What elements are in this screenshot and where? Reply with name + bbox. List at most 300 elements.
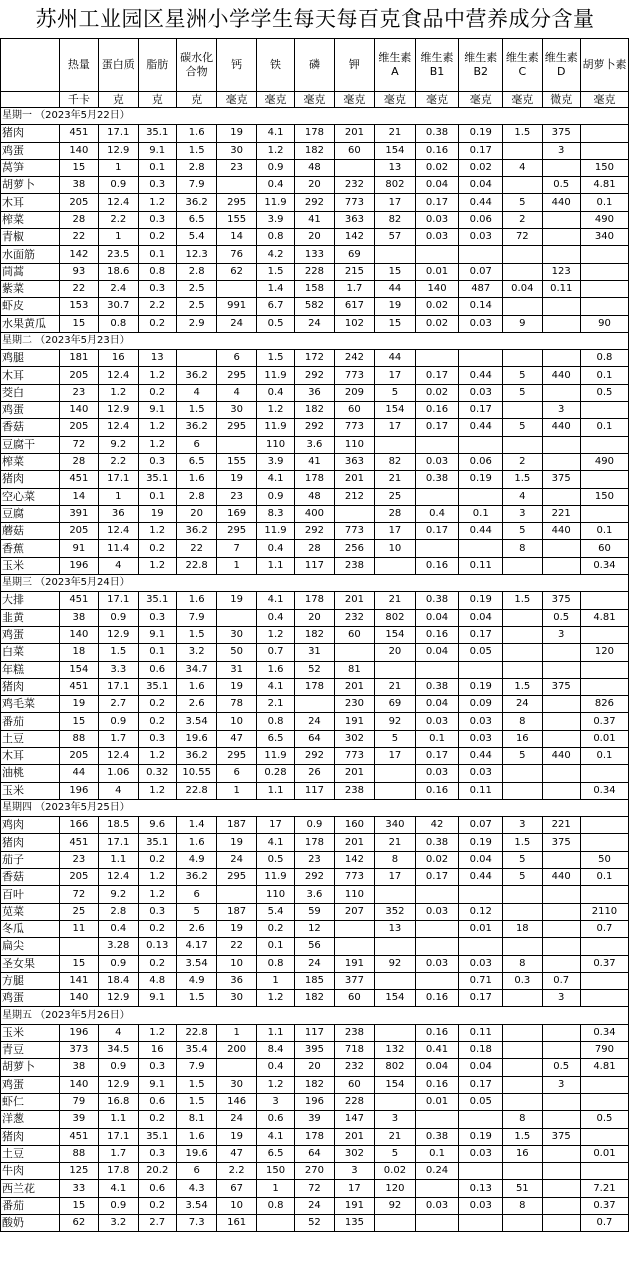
nutrient-value: 23 [59,384,98,401]
nutrient-value: 1.2 [138,367,176,384]
nutrient-value: 451 [59,1128,98,1145]
table-row [1,350,629,367]
nutrient-value [459,350,503,367]
nutrient-value: 4 [503,488,542,505]
nutrient-value: 42 [415,817,459,834]
nutrient-value: 36.2 [176,869,217,886]
nutrient-value [580,298,628,315]
nutrient-value: 23 [295,851,334,868]
nutrient-value: 0.02 [415,159,459,176]
nutrient-value: 0.1 [459,505,503,522]
nutrient-value [580,817,628,834]
nutrient-value: 8.4 [256,1042,294,1059]
nutrient-value: 1.6 [256,661,294,678]
nutrient-value: 1 [99,229,138,246]
nutrient-value: 0.44 [459,747,503,764]
nutrient-value: 0.2 [138,229,176,246]
nutrient-value: 17.1 [99,471,138,488]
nutrient-value: 0.13 [138,938,176,955]
nutrient-value: 146 [217,1093,256,1110]
table-row [1,315,629,332]
nutrient-value: 3.9 [256,453,294,470]
nutrient-value: 0.11 [542,280,580,297]
nutrient-value: 0.06 [459,453,503,470]
nutrient-value: 1.2 [138,436,176,453]
nutrient-value: 13 [138,350,176,367]
column-header: 钾 [334,39,375,92]
nutrient-value: 0.2 [256,920,294,937]
nutrient-value: 117 [295,557,334,574]
nutrient-value: 5.4 [256,903,294,920]
nutrient-value: 1.2 [256,990,294,1007]
nutrient-value: 21 [375,592,416,609]
food-name: 土豆 [1,1145,60,1162]
units-row [1,92,629,108]
column-header: 维生素A [375,39,416,92]
nutrient-value [415,972,459,989]
nutrient-value: 375 [542,125,580,142]
nutrient-value: 15 [59,955,98,972]
nutrient-value: 150 [256,1163,294,1180]
nutrient-value [334,644,375,661]
nutrient-value: 22 [176,540,217,557]
nutrient-value: 0.28 [256,765,294,782]
nutrient-value: 140 [59,1076,98,1093]
nutrient-value: 1.2 [138,869,176,886]
unit-cell: 毫克 [375,92,416,108]
food-name: 鸡毛菜 [1,696,60,713]
nutrient-value: 18 [503,920,542,937]
nutrient-value: 0.03 [459,765,503,782]
nutrient-value [217,609,256,626]
nutrient-value: 352 [375,903,416,920]
nutrient-value: 0.32 [138,765,176,782]
food-name: 香菇 [1,419,60,436]
nutrient-value: 0.03 [415,229,459,246]
nutrient-value: 242 [334,350,375,367]
nutrient-value: 1.2 [99,384,138,401]
nutrient-value: 57 [375,229,416,246]
nutrient-value: 17 [334,1180,375,1197]
nutrient-value: 24 [295,955,334,972]
food-name: 玉米 [1,1024,60,1041]
food-name: 茄子 [1,851,60,868]
nutrient-value: 5 [503,419,542,436]
nutrient-value: 201 [334,1128,375,1145]
nutrient-value: 8.1 [176,1111,217,1128]
nutrient-value: 1.5 [503,834,542,851]
nutrient-value: 5 [375,384,416,401]
food-name: 玉米 [1,557,60,574]
nutrient-value: 9.1 [138,142,176,159]
nutrient-value: 5 [503,851,542,868]
nutrient-value [542,453,580,470]
nutrient-value [542,211,580,228]
nutrient-value: 0.04 [503,280,542,297]
nutrient-value: 182 [295,402,334,419]
nutrient-value: 0.06 [459,211,503,228]
table-row [1,955,629,972]
day-header-row [1,332,629,349]
nutrient-value [503,1024,542,1041]
nutrient-value: 169 [217,505,256,522]
nutrient-value: 0.02 [375,1163,416,1180]
nutrient-value: 451 [59,471,98,488]
nutrient-value: 92 [375,955,416,972]
nutrient-value: 64 [295,1145,334,1162]
nutrient-value: 60 [334,626,375,643]
nutrient-value: 30.7 [99,298,138,315]
nutrient-value: 23 [217,159,256,176]
nutrient-value: 20.2 [138,1163,176,1180]
nutrient-value: 0.16 [415,626,459,643]
table-row [1,678,629,695]
unit-cell: 毫克 [295,92,334,108]
nutrient-value: 178 [295,1128,334,1145]
nutrient-value: 0.03 [415,453,459,470]
nutrient-value [542,298,580,315]
nutrient-value: 232 [334,1059,375,1076]
nutrient-value: 72 [59,886,98,903]
nutrient-value [580,938,628,955]
nutrient-value: 140 [59,402,98,419]
nutrient-value: 36.2 [176,747,217,764]
nutrient-value: 2.2 [99,211,138,228]
nutrient-value: 9.2 [99,886,138,903]
column-header: 维生素B1 [415,39,459,92]
nutrient-value: 92 [375,713,416,730]
nutrient-value: 0.3 [138,730,176,747]
nutrient-value: 50 [580,851,628,868]
nutrient-value: 48 [295,488,334,505]
nutrient-value: 0.1 [415,1145,459,1162]
nutrient-value [503,1163,542,1180]
nutrient-value: 0.5 [256,851,294,868]
nutrient-value: 178 [295,834,334,851]
nutrient-value: 1.2 [256,142,294,159]
nutrient-value: 2.7 [138,1215,176,1232]
nutrient-value: 0.17 [459,402,503,419]
nutrient-value [459,1111,503,1128]
nutrient-value: 3 [542,142,580,159]
nutrient-value: 0.4 [99,920,138,937]
nutrient-value: 201 [334,471,375,488]
nutrient-value: 178 [295,592,334,609]
nutrient-value: 81 [334,661,375,678]
nutrient-value: 2.6 [176,696,217,713]
nutrient-value [375,661,416,678]
nutrient-value: 2.5 [176,280,217,297]
nutrient-value: 0.03 [415,903,459,920]
nutrient-value: 1 [99,159,138,176]
nutrient-value [334,920,375,937]
nutrient-value: 19 [217,125,256,142]
table-row [1,1111,629,1128]
nutrient-value: 185 [295,972,334,989]
nutrient-value: 23 [59,851,98,868]
nutrient-value: 15 [375,315,416,332]
nutrient-value: 19 [217,1128,256,1145]
food-name: 胡萝卜 [1,177,60,194]
nutrient-value: 0.1 [580,869,628,886]
nutrient-value: 1.5 [503,125,542,142]
nutrient-value: 0.38 [415,834,459,851]
nutrient-value: 82 [375,211,416,228]
nutrient-value: 0.11 [459,557,503,574]
nutrient-value: 295 [217,869,256,886]
nutrient-value: 17 [375,747,416,764]
nutrient-value: 0.02 [415,384,459,401]
food-name: 西兰花 [1,1180,60,1197]
nutrient-value: 21 [375,834,416,851]
food-name: 豆腐干 [1,436,60,453]
nutrient-value: 3.54 [176,713,217,730]
nutrient-value: 0.1 [415,730,459,747]
nutrient-value: 123 [542,263,580,280]
nutrient-value: 17 [375,194,416,211]
nutrient-value: 0.2 [138,851,176,868]
nutrient-value: 0.18 [459,1042,503,1059]
day-header-row [1,799,629,816]
nutrient-value: 19 [217,592,256,609]
nutrient-value: 38 [59,609,98,626]
day-label: 星期一 （2023年5月22日） [1,108,177,125]
nutrient-value: 93 [59,263,98,280]
nutrient-value: 0.7 [580,920,628,937]
table-row [1,817,629,834]
nutrient-value: 0.5 [542,609,580,626]
nutrient-value: 3 [256,1093,294,1110]
table-row [1,246,629,263]
food-name: 牛肉 [1,1163,60,1180]
nutrient-value: 0.02 [415,851,459,868]
nutrient-value: 1.5 [99,644,138,661]
table-row [1,367,629,384]
nutrient-value [415,1111,459,1128]
nutrient-value: 154 [375,1076,416,1093]
nutrient-value: 0.34 [580,1024,628,1041]
table-row [1,903,629,920]
nutrient-value: 44 [375,350,416,367]
nutrient-value [459,436,503,453]
nutrient-value: 15 [59,315,98,332]
nutrient-value: 0.03 [415,1197,459,1214]
nutrient-value: 375 [542,1128,580,1145]
nutrient-value [580,436,628,453]
nutrient-value: 0.3 [138,211,176,228]
table-row [1,696,629,713]
food-name: 豆腐 [1,505,60,522]
table-row [1,1059,629,1076]
nutrient-value: 773 [334,367,375,384]
nutrient-value: 150 [580,159,628,176]
nutrient-value [503,644,542,661]
nutrient-value: 187 [217,817,256,834]
nutrient-value: 0.1 [138,644,176,661]
nutrient-value: 19.6 [176,730,217,747]
nutrient-value: 4 [99,782,138,799]
nutrient-value: 2.2 [99,453,138,470]
nutrient-value: 391 [59,505,98,522]
nutrient-value: 440 [542,367,580,384]
table-row [1,1042,629,1059]
unit-cell: 毫克 [415,92,459,108]
food-name: 木耳 [1,194,60,211]
nutrient-value: 0.01 [459,920,503,937]
table-row [1,713,629,730]
nutrient-value: 23 [217,488,256,505]
table-row [1,869,629,886]
nutrient-value [542,1197,580,1214]
nutrient-value [542,851,580,868]
nutrient-value [375,1215,416,1232]
nutrient-value [415,661,459,678]
nutrient-value [503,557,542,574]
nutrient-value: 4.1 [256,1128,294,1145]
food-name: 扁尖 [1,938,60,955]
nutrient-value: 10.55 [176,765,217,782]
nutrient-value: 6 [176,886,217,903]
nutrient-value [503,661,542,678]
nutrient-value: 76 [217,246,256,263]
nutrient-value: 0.03 [459,229,503,246]
nutrient-value [580,678,628,695]
food-name: 土豆 [1,730,60,747]
nutrient-value: 0.3 [138,1145,176,1162]
nutrient-value: 440 [542,869,580,886]
nutrient-value: 802 [375,177,416,194]
nutrient-value [217,886,256,903]
food-name: 榨菜 [1,453,60,470]
table-row [1,211,629,228]
nutrient-value: 0.9 [99,1059,138,1076]
nutrient-value: 209 [334,384,375,401]
nutrient-value: 205 [59,747,98,764]
nutrient-value [503,903,542,920]
nutrient-value: 50 [217,644,256,661]
nutrient-value: 9.1 [138,990,176,1007]
food-name: 紫菜 [1,280,60,297]
nutrient-value [415,920,459,937]
table-row [1,782,629,799]
nutrient-value: 440 [542,194,580,211]
nutrient-value: 19.6 [176,1145,217,1162]
nutrient-value: 295 [217,419,256,436]
nutrient-value: 0.1 [138,488,176,505]
nutrient-value [580,834,628,851]
nutrient-value: 52 [295,1215,334,1232]
nutrient-value: 9.2 [99,436,138,453]
nutrient-value [415,938,459,955]
table-row [1,402,629,419]
nutrient-value [542,229,580,246]
nutrient-value: 582 [295,298,334,315]
nutrient-value: 60 [334,402,375,419]
nutrient-value: 0.38 [415,678,459,695]
nutrient-value: 4.2 [256,246,294,263]
nutrient-value: 4.8 [138,972,176,989]
nutrient-value: 30 [217,402,256,419]
nutrient-value: 4.1 [99,1180,138,1197]
day-header-row [1,108,629,125]
nutrient-value: 30 [217,626,256,643]
nutrient-value: 6 [176,436,217,453]
column-header: 维生素B2 [459,39,503,92]
table-row [1,592,629,609]
food-name: 蘑菇 [1,523,60,540]
nutrient-value: 140 [59,626,98,643]
nutrient-value: 12.9 [99,402,138,419]
unit-cell: 毫克 [217,92,256,108]
table-row [1,298,629,315]
nutrient-value: 0.9 [256,159,294,176]
nutrient-value [217,280,256,297]
nutrient-value: 8.3 [256,505,294,522]
nutrient-value: 3.9 [256,211,294,228]
nutrient-value: 2.6 [176,920,217,937]
nutrient-value: 11.9 [256,747,294,764]
nutrient-value: 0.9 [99,1197,138,1214]
nutrient-value: 154 [59,661,98,678]
table-row [1,1163,629,1180]
food-name: 水面筋 [1,246,60,263]
nutrient-value: 230 [334,696,375,713]
nutrient-value: 0.01 [415,263,459,280]
nutrient-value: 182 [295,142,334,159]
nutrient-value: 232 [334,177,375,194]
nutrient-value: 0.38 [415,471,459,488]
nutrient-value: 150 [580,488,628,505]
nutrient-value: 62 [217,263,256,280]
nutrient-value: 0.38 [415,125,459,142]
nutrient-value: 88 [59,730,98,747]
nutrient-value: 205 [59,523,98,540]
nutrient-value: 142 [59,246,98,263]
nutrient-value: 1.5 [256,263,294,280]
nutrient-value: 140 [415,280,459,297]
nutrient-value: 3 [542,626,580,643]
nutrient-value: 142 [334,851,375,868]
table-row [1,626,629,643]
nutrient-value [542,540,580,557]
nutrient-value [503,142,542,159]
nutrient-value: 56 [295,938,334,955]
nutrient-value: 3.6 [295,436,334,453]
nutrient-value: 17 [375,523,416,540]
nutrient-value [415,1215,459,1232]
table-row [1,194,629,211]
nutrient-value: 34.7 [176,661,217,678]
nutrient-value: 0.17 [459,142,503,159]
nutrient-value: 2.8 [176,263,217,280]
nutrient-value: 22 [59,280,98,297]
nutrient-value: 5 [503,367,542,384]
nutrient-value [542,1215,580,1232]
nutrient-value [542,661,580,678]
nutrient-value: 142 [334,229,375,246]
food-name: 百叶 [1,886,60,903]
nutrient-value: 6.5 [256,730,294,747]
nutrient-value: 22 [217,938,256,955]
nutrient-value: 0.2 [138,696,176,713]
nutrient-value: 1.2 [138,782,176,799]
nutrient-value: 117 [295,782,334,799]
nutrient-value: 0.07 [459,817,503,834]
nutrient-value: 1.2 [138,1024,176,1041]
nutrient-value [503,886,542,903]
nutrient-value: 4.81 [580,609,628,626]
nutrient-value: 59 [295,903,334,920]
